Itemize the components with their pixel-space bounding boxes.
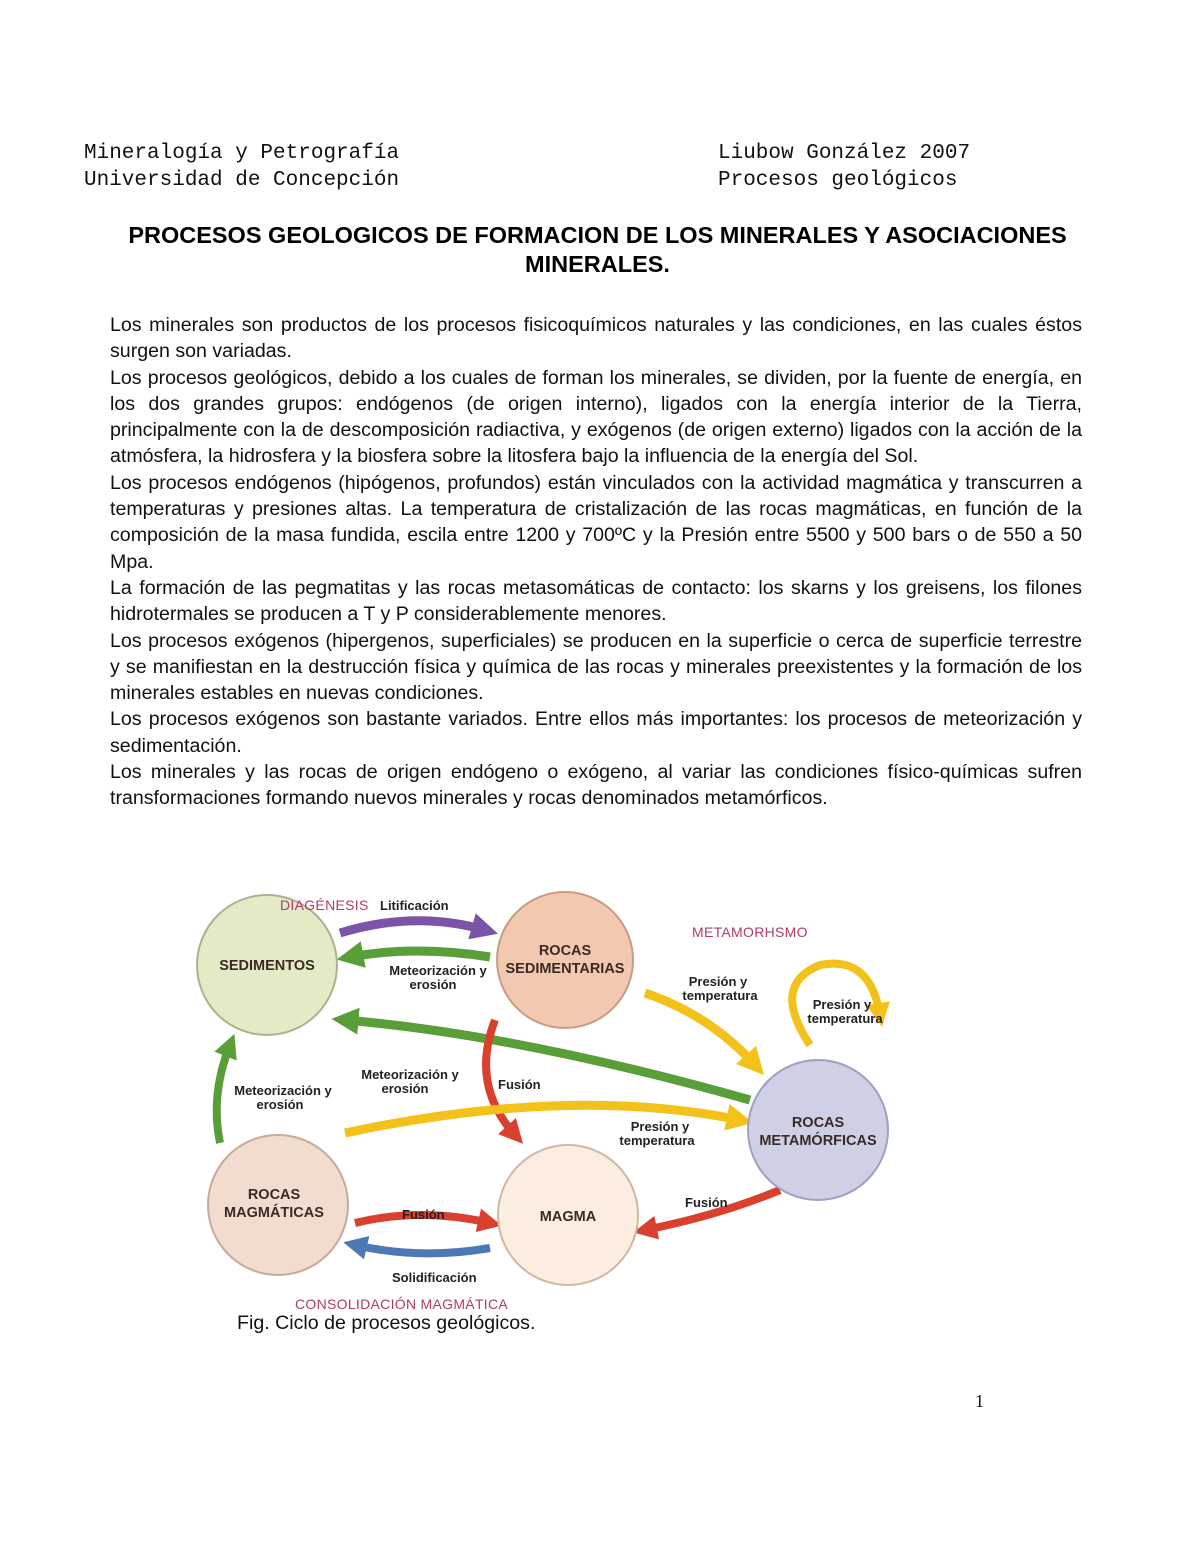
- label-presion-1a: Presión y: [688, 974, 748, 989]
- label-solidificacion: Solidificación: [392, 1270, 477, 1285]
- label-meteorizacion-2a: Meteorización y: [361, 1067, 459, 1082]
- node-sedimentos: [197, 895, 337, 1035]
- node-magma: [498, 1145, 638, 1285]
- stage-diagenesis: DIAGÉNESIS: [280, 897, 369, 913]
- label-presion-3a: Presión y: [630, 1119, 690, 1134]
- label-fusion-1: Fusión: [498, 1077, 541, 1092]
- arrow-meteorizacion-mag: [217, 1045, 230, 1143]
- course-name: Mineralogía y Petrografía: [84, 142, 400, 165]
- arrow-solidificacion: [355, 1245, 490, 1253]
- svg-text:SEDIMENTARIAS: SEDIMENTARIAS: [505, 961, 625, 977]
- label-fusion-2: Fusión: [685, 1195, 728, 1210]
- document-topic: Procesos geológicos: [718, 169, 958, 192]
- stage-metamorfismo: METAMORHSMO: [692, 924, 808, 940]
- paragraph-4: La formación de las pegmatitas y las rocas metasomáticas de contacto: los skarns y los greisens, los filones hidrotermales se producen a T y P considerablemente menores.: [110, 576, 1082, 626]
- rock-cycle-figure: [190, 885, 910, 1315]
- label-presion-3b: temperatura: [619, 1133, 695, 1148]
- stage-consolidacion: CONSOLIDACIÓN MAGMÁTICA: [295, 1296, 509, 1312]
- header-right: [718, 140, 970, 194]
- svg-text:ROCAS: ROCAS: [538, 943, 592, 959]
- author-year: Liubow González 2007: [718, 142, 971, 165]
- paragraph-3: Los procesos endógenos (hipógenos, profundos) están vinculados con la actividad magmática y transcurren a temperaturas y presiones altas. La temperatura de cristalización de las rocas magmáticas, en función de la composición de la masa fundida, escila entre 1200 y 700ºC y la Presión entre 5500 y 500 bars o de 550 a 50 Mpa.: [110, 471, 1082, 573]
- label-presion-1b: temperatura: [682, 988, 758, 1003]
- node-rocas-metamorficas: [748, 1060, 888, 1200]
- paragraph-5: Los procesos exógenos (hipergenos, superficiales) se producen en la superficie o cerca de superficie terrestre y se manifiestan en la destrucción física y química de las rocas y minerales preexistentes y la formación de los minerales estables en nuevas condiciones.: [110, 629, 1082, 705]
- label-litificacion: Litificación: [380, 898, 449, 913]
- label-fusion-3: Fusión: [402, 1207, 445, 1222]
- label-meteorizacion-1a: Meteorización y: [389, 963, 487, 978]
- paragraph-1: Los minerales son productos de los procesos fisicoquímicos naturales y las condiciones, en las cuales éstos surgen son variadas.: [110, 314, 1082, 363]
- paragraph-7: Los minerales y las rocas de origen endógeno o exógeno, al variar las condiciones físico-químicas sufren transformaciones formando nuevos minerales y rocas denominados metamórficos.: [110, 761, 1082, 810]
- arrow-litificacion: [340, 921, 485, 933]
- university-name: Universidad de Concepción: [84, 169, 400, 192]
- label-meteorizacion-3b: erosión: [256, 1097, 304, 1112]
- node-rocas-sedimentarias: [497, 892, 633, 1028]
- header-left: [84, 140, 399, 194]
- rock-cycle-diagram: [190, 885, 910, 1315]
- svg-text:METAMÓRFICAS: METAMÓRFICAS: [759, 1133, 877, 1149]
- svg-text:MAGMA: MAGMA: [539, 1209, 597, 1225]
- svg-text:ROCAS: ROCAS: [247, 1187, 301, 1203]
- page-number: 1: [975, 1391, 984, 1411]
- body-text: [110, 312, 1082, 812]
- label-meteorizacion-1b: erosión: [409, 977, 457, 992]
- label-meteorizacion-3a: Meteorización y: [234, 1083, 332, 1098]
- svg-text:SEDIMENTOS: SEDIMENTOS: [219, 958, 315, 974]
- svg-text:MAGMÁTICAS: MAGMÁTICAS: [224, 1205, 324, 1221]
- label-meteorizacion-2b: erosión: [381, 1081, 429, 1096]
- node-rocas-magmaticas: [208, 1135, 348, 1275]
- document-title: PROCESOS GEOLOGICOS DE FORMACION DE LOS MINERALES Y ASOCIACIONES MINERALES.: [128, 222, 1067, 277]
- paragraph-6: Los procesos exógenos son bastante variados. Entre ellos más importantes: los procesos de meteorización y sedimentación.: [110, 708, 1082, 757]
- paragraph-2: Los procesos geológicos, debido a los cuales de forman los minerales, se dividen, por la fuente de energía, en los dos grandes grupos: endógenos (de origen interno), ligados con la energía interior de la Tierra, principalmente con la de descomposición radiactiva, y exógenos (de origen externo) ligados con la acción de la atmósfera, la hidrosfera y la biosfera sobre la litosfera bajo la influencia de la energía del Sol.: [110, 366, 1082, 468]
- figure-caption: Fig. Ciclo de procesos geológicos.: [237, 1312, 536, 1334]
- arrow-meteorizacion-sed: [350, 951, 490, 957]
- label-presion-2a: Presión y: [812, 997, 872, 1012]
- svg-text:ROCAS: ROCAS: [791, 1115, 845, 1131]
- arrow-presion-sed-met: [645, 993, 755, 1065]
- label-presion-2b: temperatura: [807, 1011, 883, 1026]
